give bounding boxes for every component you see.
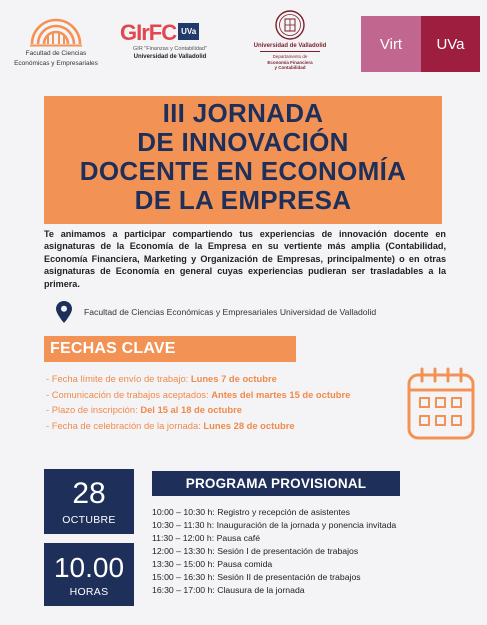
virt-label: Virt: [361, 16, 421, 72]
event-time-box: [44, 543, 134, 606]
logo-bar: [0, 0, 487, 82]
event-month: OCTUBRE: [62, 514, 116, 526]
title-line-4: DE LA EMPRESA: [134, 185, 352, 215]
uva-department-logo: [244, 8, 336, 78]
uva-name: Universidad de Valladolid: [253, 43, 327, 49]
uva-dep-line-3: y Contabilidad: [274, 65, 306, 70]
programa-item: 10:30 – 11:30 h: Inauguración de la jornada y ponencia invitada: [152, 520, 397, 530]
programa-list: [152, 506, 482, 597]
programa-item: 13:30 – 15:00 h: Pausa comida: [152, 559, 273, 569]
fechas-heading: FECHAS CLAVE: [44, 336, 296, 362]
uva-seal-icon: [274, 8, 306, 42]
key-date-item: - Comunicación de trabajos aceptados: Antes del martes 15 de octubre: [46, 388, 351, 400]
calendar-icon: [406, 366, 476, 442]
title-line-3: DOCENTE EN ECONOMÍA: [79, 156, 407, 186]
uva-divider: [260, 51, 320, 52]
fcee-caption-1: Facultad de Ciencias: [25, 50, 87, 57]
uva-dep-line-1: Departamento de: [272, 54, 308, 59]
girfc-wordmark: GIrFC: [120, 20, 177, 45]
event-date-box: [44, 469, 134, 534]
uva-dep-line-2: Economía Financiera: [267, 59, 313, 65]
title-line-1: III JORNADA: [162, 98, 324, 128]
virtual-uva-logo: [361, 16, 480, 72]
girfc-logo: [120, 20, 220, 74]
programa-item: 10:00 – 10:30 h: Registro y recepción de asistentes: [152, 507, 351, 517]
fcee-caption-2: Económicas y Empresariales: [14, 60, 98, 67]
fcee-arch-icon: [26, 8, 86, 48]
programa-item: 16:30 – 17:00 h: Clausura de la jornada: [152, 585, 305, 595]
programa-item: 12:00 – 13:30 h: Sesión I de presentación de trabajos: [152, 546, 359, 556]
location-text: Facultad de Ciencias Económicas y Empresariales Universidad de Valladolid: [84, 307, 377, 317]
girfc-uva-badge: UVa: [178, 23, 199, 40]
key-date-item: - Fecha límite de envío de trabajo: Lunes 7 de octubre: [46, 373, 277, 384]
programa-heading: PROGRAMA PROVISIONAL: [152, 471, 400, 496]
key-dates-list: [46, 371, 406, 434]
key-date-item: - Plazo de inscripción: Del 15 al 18 de octubre: [46, 404, 242, 416]
programa-item: 15:00 – 16:30 h: Sesión II de presentación de trabajos: [152, 572, 361, 582]
programa-item: 11:30 – 12:00 h: Pausa café: [152, 533, 261, 543]
intro-paragraph: Te animamos a participar compartiendo tus experiencias de innovación docente en asignaturas de la Economía de la Empresa en su vertiente más amplia (Contabilidad, Economía Financiera, Marketing y Organización de Empresas, principalmente) o en otras asignaturas de Economía en general cuyas experiencias pudieran ser trasladables a la primera.: [44, 229, 446, 289]
fcee-logo: [8, 8, 104, 76]
uva-label: UVa: [421, 16, 480, 72]
title-banner: [44, 96, 442, 224]
location-pin-icon: [56, 301, 72, 323]
girfc-university: Universidad de Valladolid: [133, 54, 207, 60]
location-row: [56, 300, 456, 324]
event-day: 28: [72, 477, 106, 510]
girfc-subtitle: GIR "Finanzas y Contabilidad": [133, 46, 207, 52]
event-hour: 10.00: [53, 552, 125, 583]
title-line-2: DE INNOVACIÓN: [137, 127, 349, 157]
key-date-item: - Fecha de celebración de la jornada: Lunes 28 de octubre: [46, 420, 295, 432]
event-hour-label: HORAS: [69, 586, 109, 598]
